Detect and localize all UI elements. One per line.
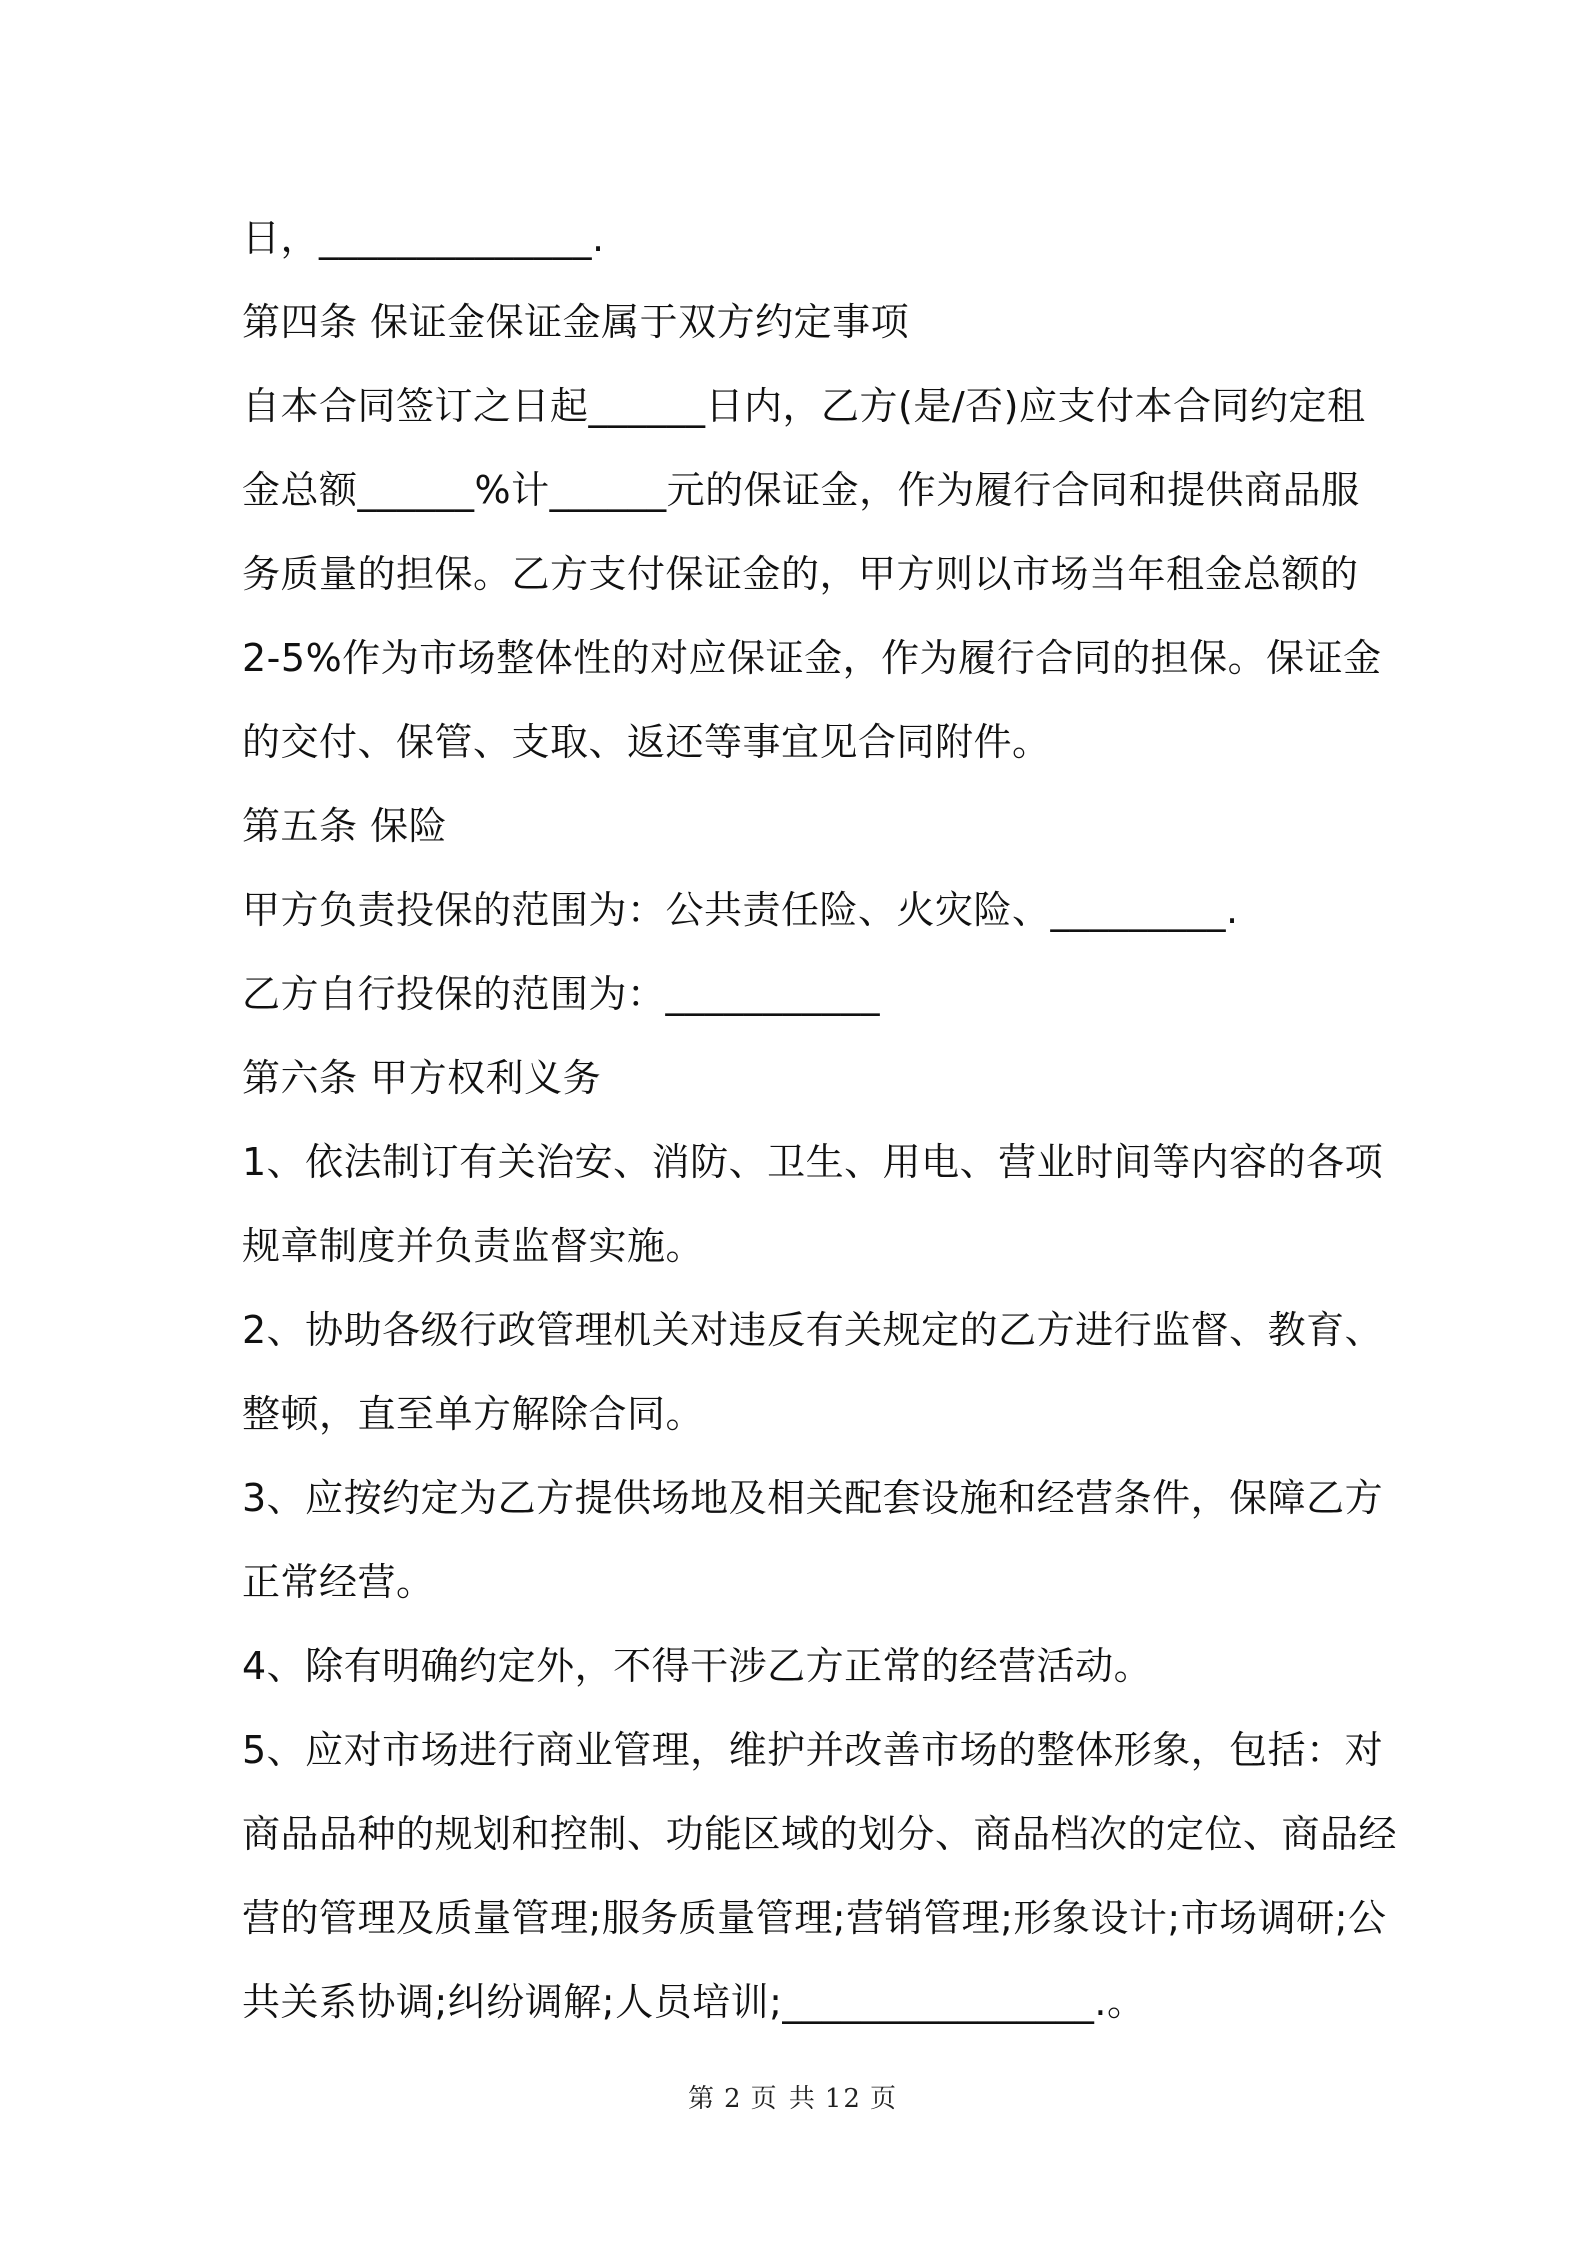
- text-line: 乙方自行投保的范围为：___________: [242, 972, 881, 1016]
- text-line: 商品品种的规划和控制、功能区域的划分、商品档次的定位、商品经: [242, 1812, 1398, 1856]
- text-line: 甲方负责投保的范围为：公共责任险、火灾险、_________.: [242, 888, 1239, 932]
- document-body: [242, 196, 1398, 2044]
- text-line: 2、协助各级行政管理机关对违反有关规定的乙方进行监督、教育、: [242, 1308, 1384, 1352]
- text-line: 5、应对市场进行商业管理，维护并改善市场的整体形象，包括：对: [242, 1728, 1384, 1772]
- text-line: 日，______________.: [242, 216, 605, 260]
- text-line: 整顿，直至单方解除合同。: [242, 1392, 705, 1436]
- text-line: 正常经营。: [242, 1560, 435, 1604]
- page-total: 12: [824, 2084, 862, 2114]
- text-line: 金总额______%计______元的保证金，作为履行合同和提供商品服: [242, 468, 1360, 512]
- text-line: 2-5%作为市场整体性的对应保证金，作为履行合同的担保。保证金: [242, 636, 1382, 680]
- text-line: 务质量的担保。乙方支付保证金的，甲方则以市场当年租金总额的: [242, 552, 1359, 596]
- section-heading-6: 第六条 甲方权利义务: [242, 1056, 602, 1100]
- text-line: 自本合同签订之日起______日内，乙方(是/否)应支付本合同约定租: [242, 384, 1366, 428]
- text-line: 3、应按约定为乙方提供场地及相关配套设施和经营条件，保障乙方: [242, 1476, 1384, 1520]
- text-line: 规章制度并负责监督实施。: [242, 1224, 705, 1268]
- text-line: 1、依法制订有关治安、消防、卫生、用电、营业时间等内容的各项: [242, 1140, 1384, 1184]
- footer-prefix: 第: [688, 2084, 717, 2114]
- page-footer: [0, 2078, 1586, 2115]
- text-line: 的交付、保管、支取、返还等事宜见合同附件。: [242, 720, 1051, 764]
- page-number: 2: [724, 2084, 743, 2114]
- text-line: 4、除有明确约定外，不得干涉乙方正常的经营活动。: [242, 1644, 1153, 1688]
- text-line: 营的管理及质量管理;服务质量管理;营销管理;形象设计;市场调研;公: [242, 1896, 1387, 1940]
- section-heading-5: 第五条 保险: [242, 804, 448, 848]
- text-line: 共关系协调;纠纷调解;人员培训;________________.。: [242, 1980, 1146, 2024]
- section-heading-4: 第四条 保证金保证金属于双方约定事项: [242, 300, 910, 344]
- footer-middle: 页 共: [750, 2084, 817, 2114]
- footer-suffix: 页: [869, 2084, 898, 2114]
